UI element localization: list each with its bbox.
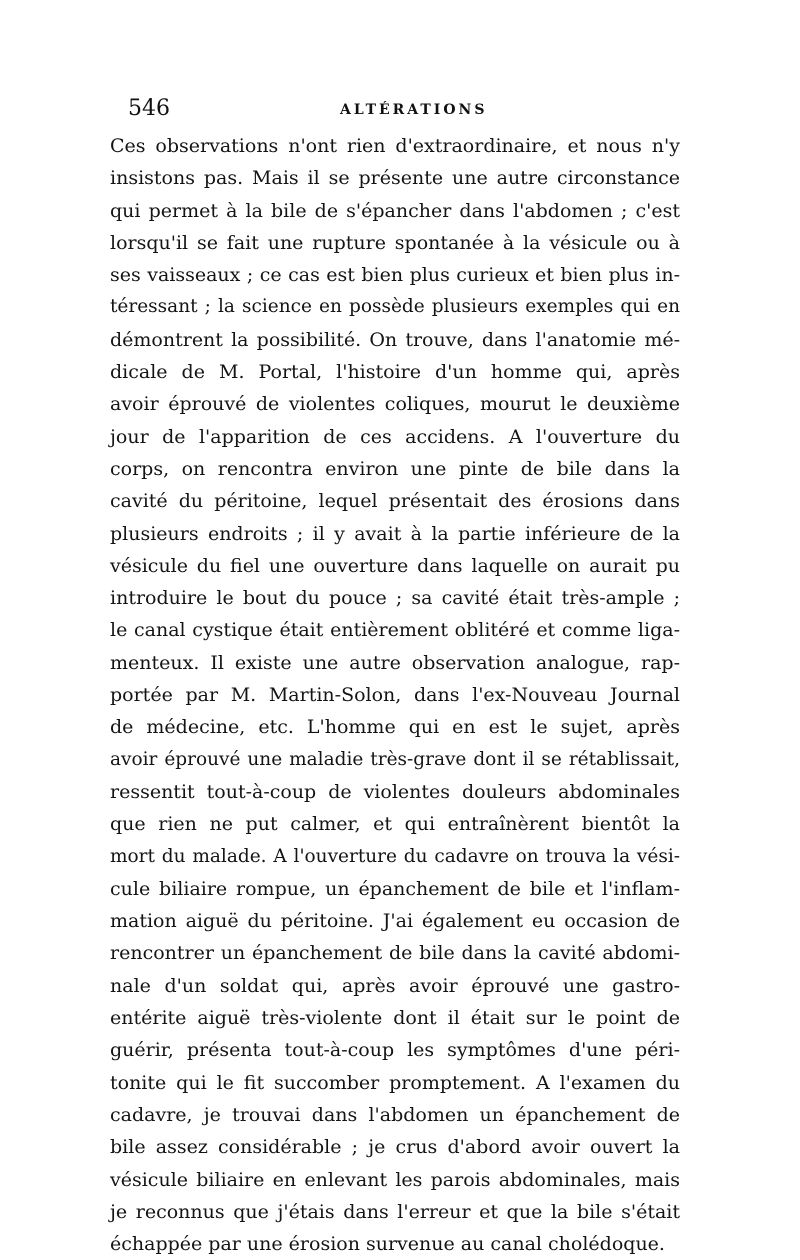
text-line: ses vaisseaux ; ce cas est bien plus curieux et bien plus in-	[110, 264, 680, 287]
text-line: cadavre, je trouvai dans l'abdomen un épanchement de	[110, 1103, 680, 1126]
running-title: ALTÉRATIONS	[340, 102, 488, 118]
text-line: échappée par une érosion survenue au canal cholédoque.	[110, 1233, 665, 1256]
text-line: de médecine, etc. L'homme qui en est le sujet, après	[110, 716, 680, 739]
text-line: que rien ne put calmer, et qui entraînèrent bientôt la	[110, 813, 680, 836]
page-header	[128, 96, 676, 122]
text-line: mort du malade. A l'ouverture du cadavre on trouva la vési-	[110, 845, 680, 867]
text-line: qui permet à la bile de s'épancher dans l'abdomen ; c'est	[110, 199, 680, 222]
text-line: introduire le bout du pouce ; sa cavité était très-ample ;	[110, 587, 680, 610]
text-line: corps, on rencontra environ une pinte de bile dans la	[110, 457, 680, 480]
text-line: avoir éprouvé de violentes coliques, mourut le deuxième	[110, 393, 680, 416]
text-line: portée par M. Martin-Solon, dans l'ex-Nouveau Journal	[110, 684, 680, 707]
text-line: menteux. Il existe une autre observation analogue, rap-	[110, 651, 680, 674]
text-line: tonite qui le fit succomber promptement. A l'examen du	[110, 1071, 680, 1094]
text-line: cule biliaire rompue, un épanchement de bile et l'inflam-	[110, 877, 680, 900]
text-line: vésicule biliaire en enlevant les parois abdominales, mais	[110, 1168, 680, 1191]
text-line: nale d'un soldat qui, après avoir éprouvé une gastro-	[110, 974, 680, 997]
text-line: le canal cystique était entièrement oblitéré et comme liga-	[110, 619, 680, 642]
text-line: vésicule du fiel une ouverture dans laquelle on aurait pu	[110, 554, 680, 577]
text-line: jour de l'apparition de ces accidens. A l'ouverture du	[110, 425, 680, 448]
text-line: insistons pas. Mais il se présente une autre circonstance	[110, 167, 680, 190]
text-line: plusieurs endroits ; il y avait à la partie inférieure de la	[110, 522, 680, 545]
text-line: guérir, présenta tout-à-coup les symptômes d'une péri-	[110, 1039, 680, 1062]
text-line: ressentit tout-à-coup de violentes douleurs abdominales	[110, 780, 680, 803]
text-line: Ces observations n'ont rien d'extraordinaire, et nous n'y	[110, 135, 680, 157]
text-line: dicale de M. Portal, l'histoire d'un homme qui, après	[110, 361, 680, 384]
body-text	[110, 130, 680, 1260]
text-line: lorsqu'il se fait une rupture spontanée à la vésicule ou à	[110, 231, 680, 254]
text-line: avoir éprouvé une maladie très-grave dont il se rétablissait,	[110, 748, 680, 770]
page-number: 546	[128, 96, 170, 121]
text-line: démontrent la possibilité. On trouve, dans l'anatomie mé-	[110, 328, 680, 351]
text-line: cavité du péritoine, lequel présentait des érosions dans	[110, 490, 680, 513]
text-line: mation aiguë du péritoine. J'ai également eu occasion de	[110, 910, 680, 933]
text-line: entérite aiguë très-violente dont il était sur le point de	[110, 1007, 680, 1030]
text-line: bile assez considérable ; je crus d'abord avoir ouvert la	[110, 1136, 680, 1159]
text-line: rencontrer un épanchement de bile dans la cavité abdomi-	[110, 942, 680, 965]
text-line: téressant ; la science en possède plusieurs exemples qui en	[110, 296, 680, 318]
text-line: je reconnus que j'étais dans l'erreur et que la bile s'était	[110, 1200, 680, 1223]
